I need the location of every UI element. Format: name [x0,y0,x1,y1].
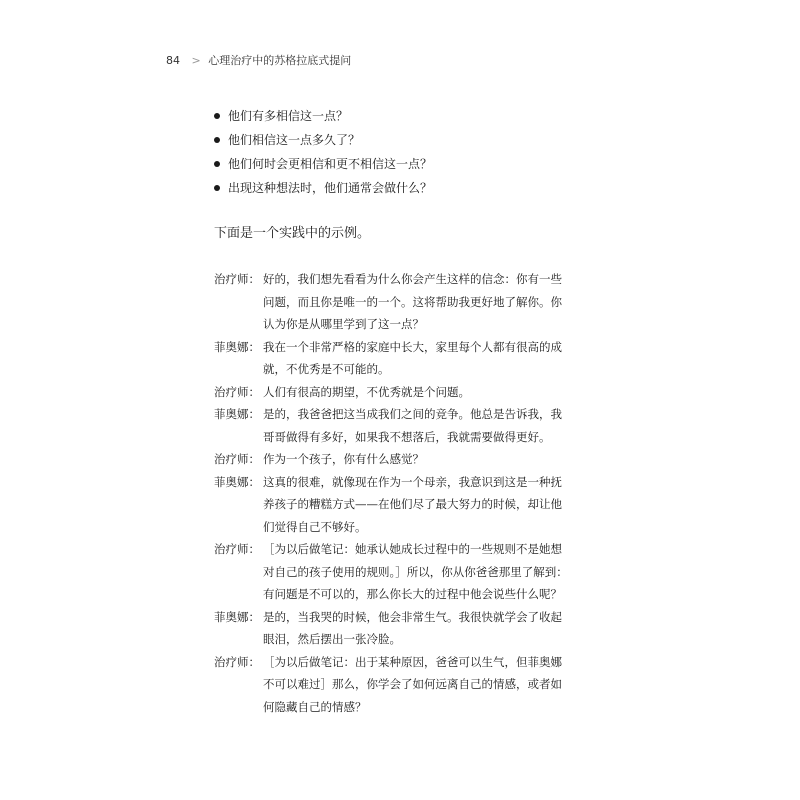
dialogue-turn [214,471,594,539]
dialogue-line: 是的，当我哭的时候，他会非常生气。我很快就学会了收起 [263,609,562,624]
intro-text: 下面是一个实践中的示例。 [214,226,371,241]
dialogue-line: ［为以后做笔记：出于某种原因，爸爸可以生气，但菲奥娜 [263,654,562,669]
dialogue-line: 对自己的孩子使用的规则。］所以，你从你爸爸那里了解到： [263,564,568,579]
dialogue-line: ［为以后做笔记：她承认她成长过程中的一些规则不是她想 [263,542,562,556]
list-item-text: 他们有多相信这一点？ [228,109,349,123]
list-item-text: 他们何时会更相信和更不相信这一点？ [228,157,433,171]
speaker-label: 治疗师： [214,542,260,556]
bullet-icon [214,185,220,191]
list-item [214,152,432,176]
speaker-label: 菲奥娜： [214,407,260,421]
list-item-text: 他们相信这一点多久了？ [228,133,361,147]
dialogue-line: 好的，我们想先看看为什么你会产生这样的信念：你有一些 [263,272,562,286]
dialogue-line: 何隐藏自己的情感？ [263,699,367,714]
speaker-label: 菲奥娜： [214,609,260,624]
speaker-label: 菲奥娜： [214,474,260,489]
bullet-icon [214,137,220,143]
list-item [214,176,432,200]
dialogue-turn [214,448,594,471]
dialogue-line: 我在一个非常严格的家庭中长大，家里每个人都有很高的成 [263,339,562,354]
dialogue-turn [214,268,594,336]
speaker-label: 治疗师： [214,384,260,399]
dialogue-turn [214,538,594,606]
dialogue-turn [214,381,594,404]
dialogue-line: 哥哥做得有多好，如果我不想落后，我就需要做得更好。 [263,429,551,444]
dialogue-line: 人们有很高的期望，不优秀就是个问题。 [263,384,470,399]
question-list [214,104,432,200]
running-head [166,52,351,68]
dialogue-turn [214,651,594,719]
speaker-label: 治疗师： [214,272,260,286]
dialogue [214,268,594,718]
dialogue-turn [214,403,594,448]
dialogue-line: 是的，我爸爸把这当成我们之间的竞争。他总是告诉我，我 [263,407,562,421]
header-separator: > [191,54,201,67]
dialogue-line: 作为一个孩子，你有什么感觉？ [263,452,424,466]
dialogue-line: 有问题是不可以的，那么你长大的过程中他会说些什么呢？ [263,587,562,601]
speaker-label: 治疗师： [214,654,260,669]
dialogue-turn [214,336,594,381]
dialogue-line: 养孩子的糟糕方式——在他们尽了最大努力的时候，却让他 [263,497,562,511]
bullet-icon [214,161,220,167]
book-title: 心理治疗中的苏格拉底式提问 [208,54,352,67]
dialogue-line: 这真的很难，就像现在作为一个母亲，我意识到这是一种抚 [263,474,562,489]
dialogue-line: 就，不优秀是不可能的。 [263,362,390,376]
dialogue-line: 们觉得自己不够好。 [263,519,367,534]
page-number: 84 [166,54,180,67]
bullet-icon [214,113,220,119]
list-item-text: 出现这种想法时，他们通常会做什么？ [228,181,433,195]
dialogue-line: 问题，而且你是唯一的一个。这将帮助我更好地了解你。你 [263,294,562,309]
speaker-label: 治疗师： [214,452,260,466]
dialogue-line: 认为你是从哪里学到了这一点？ [263,317,424,331]
dialogue-turn [214,606,594,651]
list-item [214,128,432,152]
dialogue-line: 眼泪，然后摆出一张冷脸。 [263,632,401,646]
list-item [214,104,432,128]
speaker-label: 菲奥娜： [214,339,260,354]
dialogue-line: 不可以难过］那么，你学会了如何远离自己的情感，或者如 [263,677,562,691]
